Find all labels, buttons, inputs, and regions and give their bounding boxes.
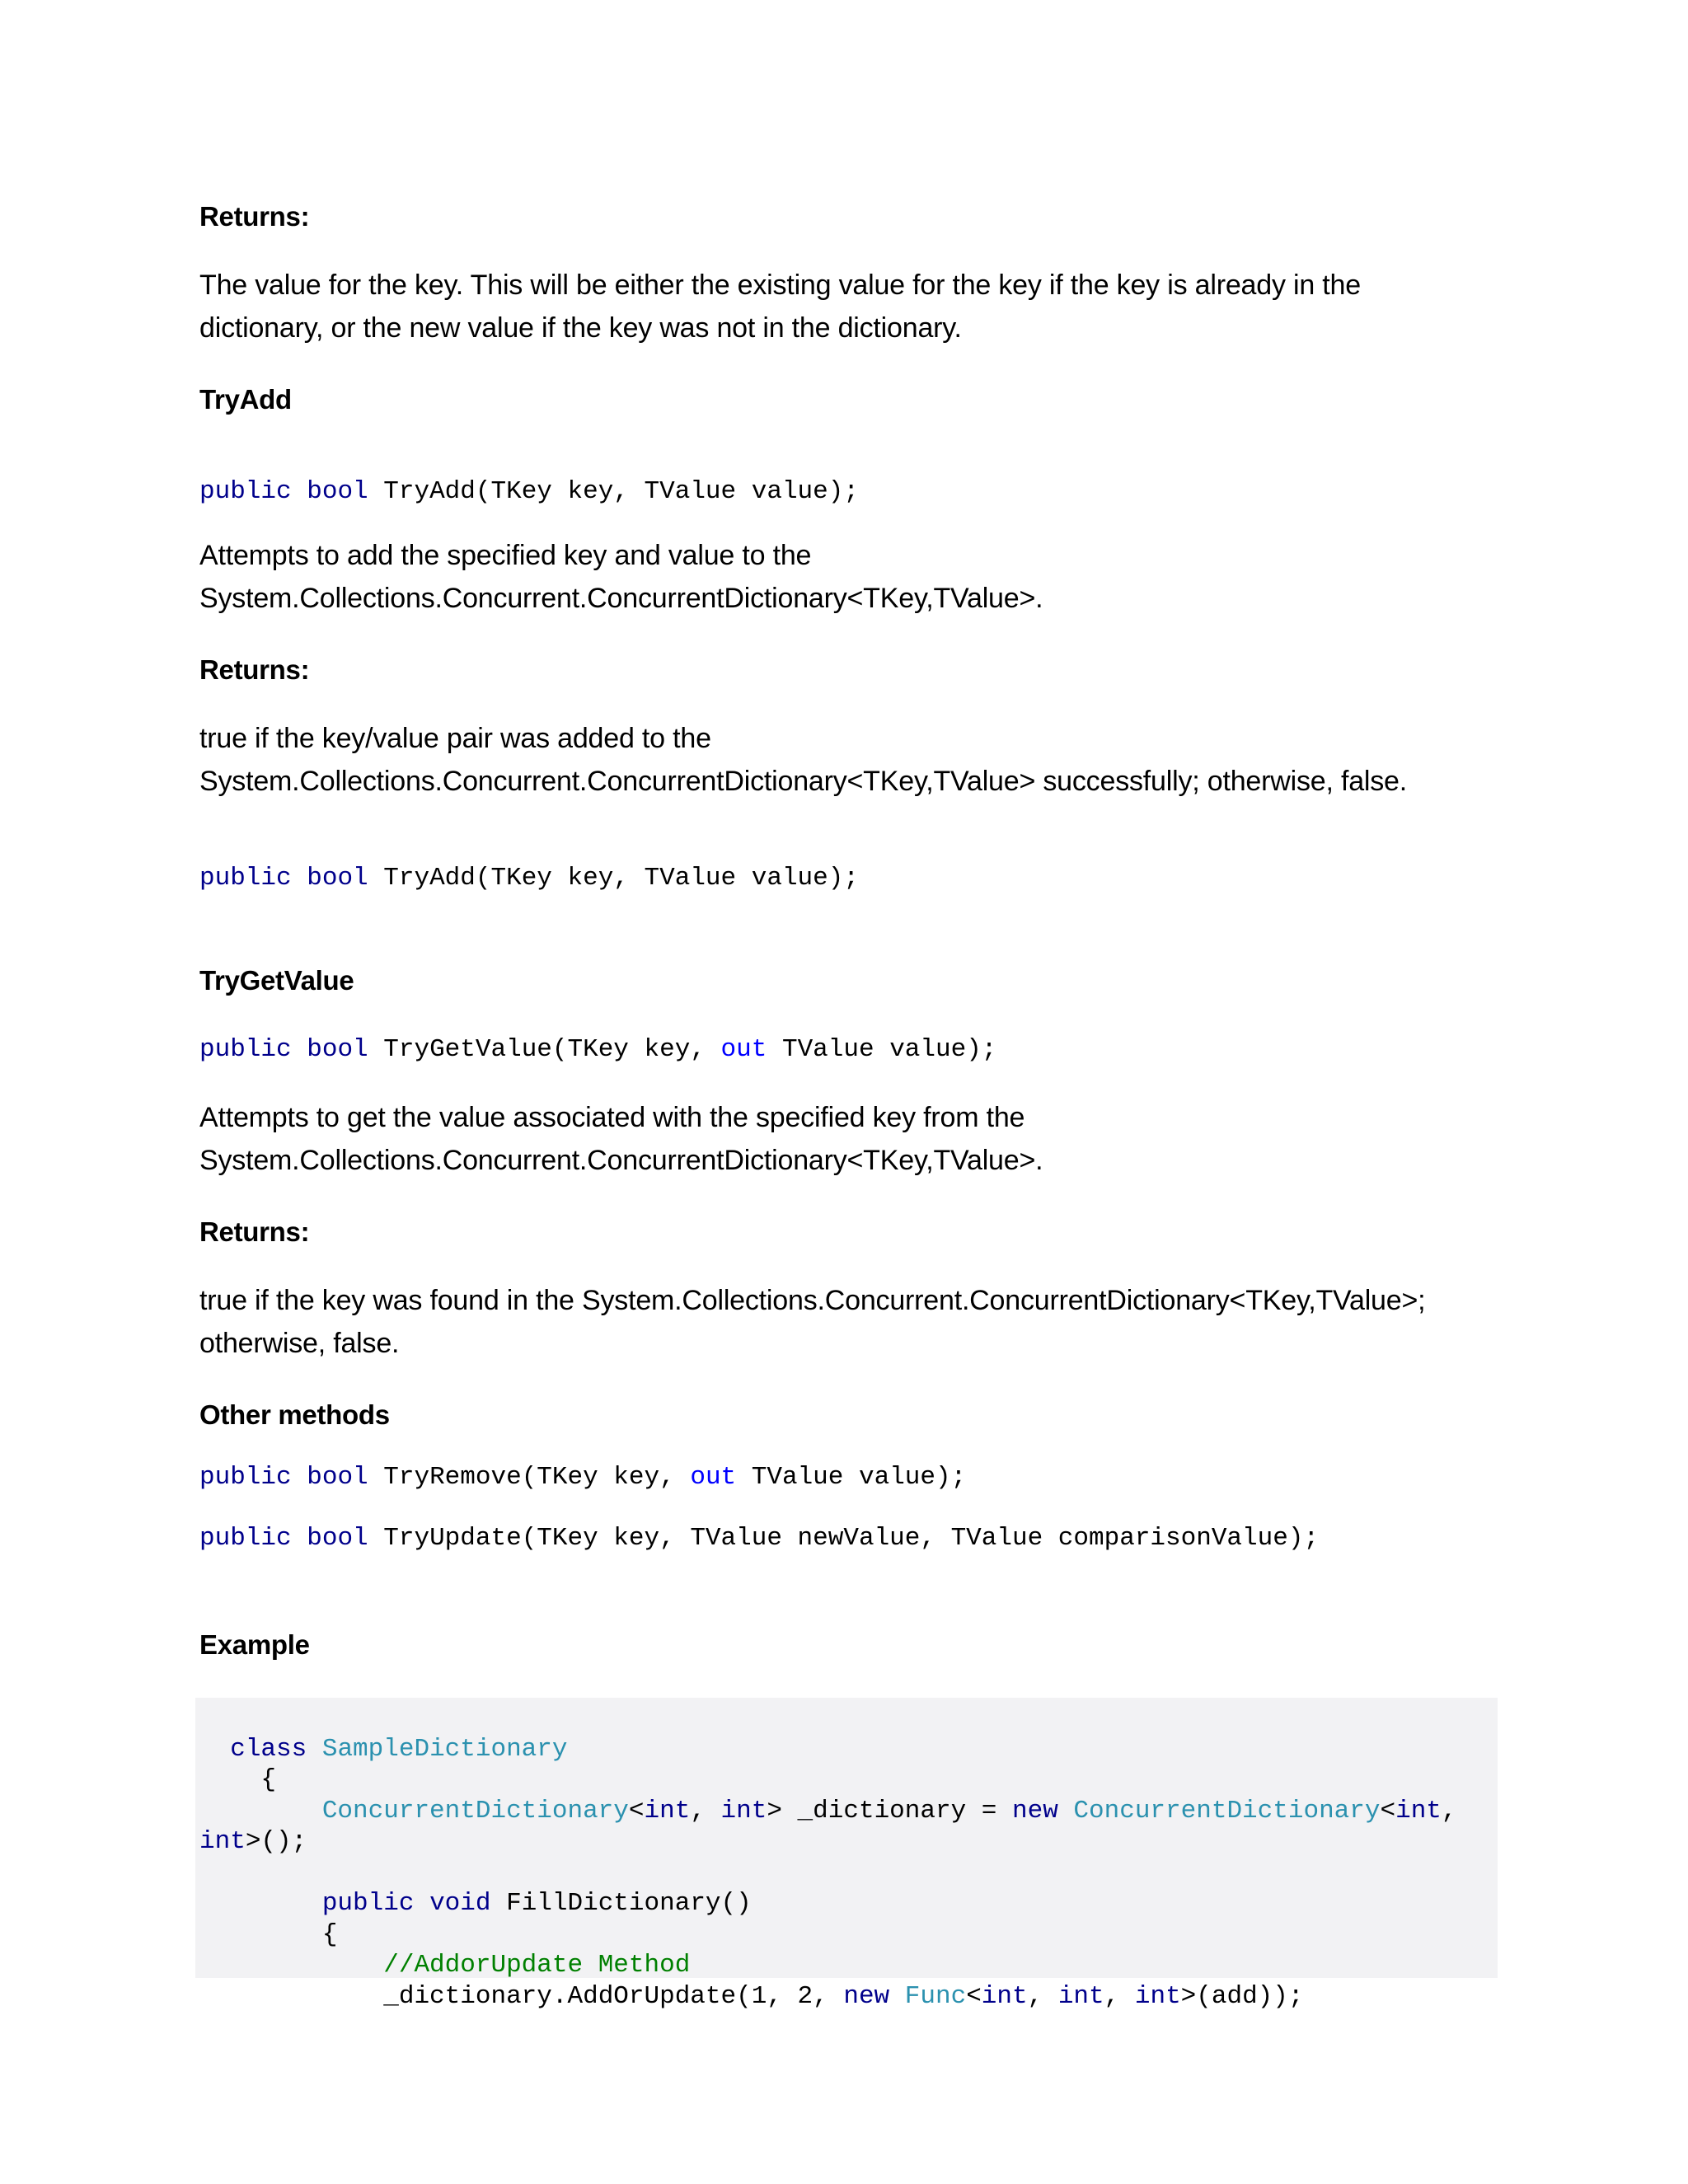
code-keyword: public bbox=[321, 1889, 415, 1918]
code-keyword: int bbox=[720, 1796, 767, 1825]
returns-heading-tryadd: Returns: bbox=[199, 654, 310, 685]
code-text: TValue value); bbox=[751, 1463, 967, 1492]
code-keyword: bool bbox=[307, 1463, 368, 1492]
code-indent bbox=[199, 1889, 322, 1918]
code-indent bbox=[199, 1735, 230, 1764]
code-text: TryAdd(TKey key, TValue value); bbox=[383, 477, 859, 506]
returns-heading-trygetvalue: Returns: bbox=[199, 1216, 310, 1247]
code-keyword: int bbox=[981, 1981, 1028, 2011]
code-keyword: bool bbox=[307, 864, 368, 893]
returns-text-trygetvalue bbox=[199, 1279, 1502, 1365]
code-text: , bbox=[1104, 1981, 1135, 2011]
code-keyword: bool bbox=[307, 1524, 368, 1553]
code-text: >(); bbox=[245, 1827, 307, 1856]
code-keyword: new bbox=[843, 1981, 890, 2011]
code-line bbox=[199, 1888, 1457, 1919]
code-text: >(add)); bbox=[1180, 1981, 1304, 2011]
code-text: < bbox=[1380, 1796, 1396, 1825]
returns-text-line: dictionary, or the new value if the key was not in the dictionary. bbox=[199, 312, 962, 344]
code-line bbox=[199, 1950, 1457, 1981]
code-keyword: public bbox=[199, 1524, 292, 1553]
code-text: TValue value); bbox=[781, 1035, 997, 1064]
code-type: ConcurrentDictionary bbox=[1073, 1796, 1381, 1825]
example-code bbox=[199, 1703, 1457, 2012]
returns-text-line: otherwise, false. bbox=[199, 1328, 400, 1359]
code-text: < bbox=[628, 1796, 645, 1825]
description-line: System.Collections.Concurrent.ConcurrentDictionary<TKey,TValue>. bbox=[199, 1145, 1043, 1176]
code-line bbox=[199, 1734, 1457, 1765]
tryupdate-signature bbox=[199, 1523, 1502, 1554]
code-type: ConcurrentDictionary bbox=[321, 1796, 629, 1825]
code-text: , bbox=[1027, 1981, 1058, 2011]
tryadd-signature-2 bbox=[199, 863, 1502, 894]
trygetvalue-heading: TryGetValue bbox=[199, 965, 354, 996]
returns-text-getoradd bbox=[199, 264, 1502, 349]
code-line: { bbox=[199, 1919, 338, 1949]
code-keyword: public bbox=[199, 1035, 292, 1064]
code-text: TryRemove(TKey key, bbox=[383, 1463, 675, 1492]
code-keyword: public bbox=[199, 864, 292, 893]
returns-text-line: true if the key was found in the System.Collections.Concurrent.ConcurrentDictionary<TKey,TValue>; bbox=[199, 1285, 1426, 1316]
code-line bbox=[199, 1796, 1457, 1827]
other-methods-heading: Other methods bbox=[199, 1399, 390, 1430]
description-line: System.Collections.Concurrent.ConcurrentDictionary<TKey,TValue>. bbox=[199, 583, 1043, 614]
code-line-blank bbox=[199, 1858, 1457, 1889]
code-keyword: int bbox=[1395, 1796, 1442, 1825]
code-keyword: out bbox=[720, 1035, 767, 1064]
code-indent bbox=[199, 1797, 322, 1825]
code-keyword: new bbox=[1012, 1796, 1058, 1825]
code-text: TryGetValue(TKey key, bbox=[383, 1035, 706, 1064]
code-keyword: public bbox=[199, 477, 292, 506]
code-keyword: int bbox=[1057, 1981, 1104, 2011]
code-keyword: class bbox=[230, 1734, 307, 1764]
code-text bbox=[414, 1889, 429, 1918]
code-text: < bbox=[966, 1981, 982, 2011]
tryremove-signature bbox=[199, 1462, 1502, 1493]
code-line: { bbox=[199, 1765, 277, 1794]
description-line: Attempts to get the value associated with the specified key from the bbox=[199, 1102, 1025, 1133]
code-text: , bbox=[1441, 1796, 1457, 1825]
code-keyword: int bbox=[644, 1796, 691, 1825]
description-line: Attempts to add the specified key and value to the bbox=[199, 540, 812, 571]
code-type: SampleDictionary bbox=[321, 1734, 568, 1764]
code-text: > _dictionary = bbox=[767, 1796, 1012, 1825]
code-line bbox=[199, 1981, 1457, 2013]
code-text: TryUpdate(TKey key, TValue newValue, TValue comparisonValue); bbox=[383, 1524, 1320, 1553]
code-comment: //AddorUpdate Method bbox=[383, 1951, 691, 1980]
code-keyword: bool bbox=[307, 477, 368, 506]
code-type: Func bbox=[904, 1981, 967, 2011]
code-text bbox=[1058, 1797, 1074, 1825]
code-keyword: int bbox=[1134, 1981, 1181, 2011]
tryadd-heading: TryAdd bbox=[199, 384, 292, 415]
code-text: FillDictionary() bbox=[490, 1889, 752, 1918]
tryadd-signature bbox=[199, 476, 1502, 508]
code-keyword: out bbox=[690, 1463, 737, 1492]
returns-text-line: The value for the key. This will be either the existing value for the key if the key is already in the bbox=[199, 269, 1361, 301]
returns-text-tryadd bbox=[199, 717, 1502, 803]
code-text bbox=[889, 1982, 905, 2011]
example-heading: Example bbox=[199, 1629, 310, 1660]
code-text: TryAdd(TKey key, TValue value); bbox=[383, 864, 859, 893]
code-keyword: int bbox=[199, 1827, 246, 1856]
trygetvalue-signature bbox=[199, 1034, 1502, 1066]
trygetvalue-description bbox=[199, 1096, 1502, 1182]
tryadd-description bbox=[199, 534, 1502, 620]
code-indent bbox=[199, 1982, 383, 2011]
code-text: , bbox=[690, 1796, 721, 1825]
code-keyword: bool bbox=[307, 1035, 368, 1064]
code-text: _dictionary.AddOrUpdate(1, 2, bbox=[383, 1981, 844, 2011]
code-keyword: public bbox=[199, 1463, 292, 1492]
code-keyword: void bbox=[429, 1889, 491, 1918]
code-indent bbox=[199, 1951, 383, 1980]
code-line bbox=[199, 1826, 1457, 1858]
returns-text-line: true if the key/value pair was added to the bbox=[199, 723, 711, 754]
returns-heading-getoradd: Returns: bbox=[199, 201, 310, 232]
returns-text-line: System.Collections.Concurrent.ConcurrentDictionary<TKey,TValue> successfully; otherwise, false. bbox=[199, 766, 1408, 797]
